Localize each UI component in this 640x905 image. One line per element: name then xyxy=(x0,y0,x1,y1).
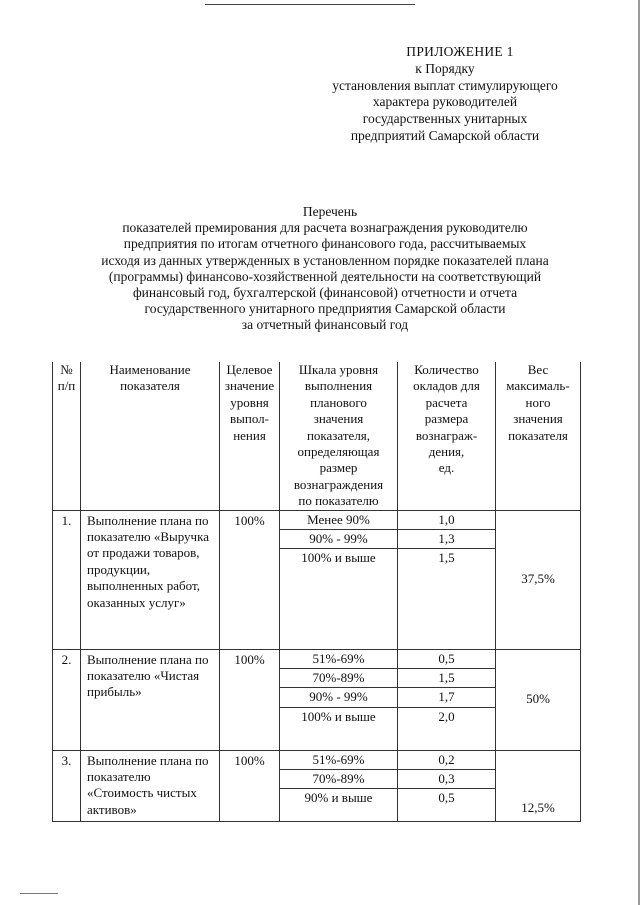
appendix-line: установления выплат стимулирующего xyxy=(332,77,558,93)
header-weight: Вес максималь- ного значения показателя xyxy=(496,362,581,510)
row-number: 3. xyxy=(53,750,81,821)
header-count: Количество окладов для расчета размера вознаграж- дения, ед. xyxy=(398,362,496,510)
scale-level: 100% и выше xyxy=(301,708,376,724)
target-value: 100% xyxy=(220,750,280,821)
header-scale: Шкала уровня выполнения планового значения показателя, определяющая размер вознаграждения по показателю xyxy=(280,362,398,510)
indicator-name: Выполнение плана по показателю «Выручка от продажи товаров, продукции, выполненных работ, оказанных услуг» xyxy=(81,510,220,649)
title-line: исходя из данных утвержденных в установленном порядке показателей плана xyxy=(101,252,549,268)
count-cell xyxy=(398,750,496,821)
weight-value: 12,5% xyxy=(496,750,581,821)
count-cell xyxy=(398,510,496,649)
scale-cell xyxy=(280,750,398,821)
salary-count: 0,5 xyxy=(438,790,455,806)
salary-count: 2,0 xyxy=(438,708,455,724)
title-line: предприятия по итогам отчетного финансового года, рассчитываемых xyxy=(123,236,527,252)
scale-level: 90% и выше xyxy=(304,790,373,806)
scale-level: 90% - 99% xyxy=(280,688,397,707)
indicator-name: Выполнение плана по показателю «Стоимость чистых активов» xyxy=(81,750,220,821)
row-number: 1. xyxy=(53,510,81,649)
appendix-line: предприятий Самарской области xyxy=(350,127,540,143)
target-value: 100% xyxy=(220,649,280,750)
appendix-title: ПРИЛОЖЕНИЕ 1 xyxy=(406,44,514,59)
indicators-table xyxy=(52,362,581,822)
header-num: № п/п xyxy=(53,362,81,510)
salary-count: 1,7 xyxy=(398,688,495,707)
salary-count: 0,5 xyxy=(398,650,495,669)
appendix-line: характера руководителей xyxy=(372,94,518,110)
scale-level: 70%-89% xyxy=(280,669,397,688)
salary-count: 1,0 xyxy=(398,511,495,530)
title-word: Перечень xyxy=(302,204,358,219)
salary-count: 1,5 xyxy=(438,550,455,566)
document-title xyxy=(60,204,590,334)
salary-count: 1,3 xyxy=(398,530,495,549)
scale-level: 51%-69% xyxy=(280,751,397,770)
scale-level: 51%-69% xyxy=(280,650,397,669)
table-row xyxy=(53,750,581,821)
title-line: показателей премирования для расчета вознаграждения руководителю xyxy=(122,220,528,236)
weight-value: 50% xyxy=(496,649,581,750)
appendix-line: к Порядку xyxy=(415,60,475,76)
table-header-row xyxy=(53,362,581,510)
count-cell xyxy=(398,649,496,750)
table-row xyxy=(53,649,581,750)
target-value: 100% xyxy=(220,510,280,649)
weight-value: 37,5% xyxy=(496,510,581,649)
title-line: за отчетный финансовый год xyxy=(241,317,409,333)
scale-level: 70%-89% xyxy=(280,770,397,789)
salary-count: 1,5 xyxy=(398,669,495,688)
appendix-line: государственных унитарных xyxy=(362,111,528,127)
scale-cell xyxy=(280,510,398,649)
scan-artifact-line xyxy=(20,893,58,894)
header-name: Наименование показателя xyxy=(81,362,220,510)
salary-count: 0,3 xyxy=(398,770,495,789)
header-target: Целевое значение уровня выпол- нения xyxy=(220,362,280,510)
row-number: 2. xyxy=(53,649,81,750)
title-line: (программы) финансово-хозяйственной деятельности на соответствующий xyxy=(108,268,542,284)
scale-level: Менее 90% xyxy=(280,511,397,530)
scale-level: 90% - 99% xyxy=(280,530,397,549)
scale-level: 100% и выше xyxy=(301,550,376,566)
indicator-name: Выполнение плана по показателю «Чистая прибыль» xyxy=(81,649,220,750)
scan-artifact-line xyxy=(205,4,415,5)
table-row xyxy=(53,510,581,649)
title-line: финансовый год, бухгалтерской (финансовой) отчетности и отчета xyxy=(132,285,518,301)
scale-cell xyxy=(280,649,398,750)
title-line: государственного унитарного предприятия Самарской области xyxy=(144,301,506,317)
salary-count: 0,2 xyxy=(398,751,495,770)
appendix-header xyxy=(300,44,590,145)
